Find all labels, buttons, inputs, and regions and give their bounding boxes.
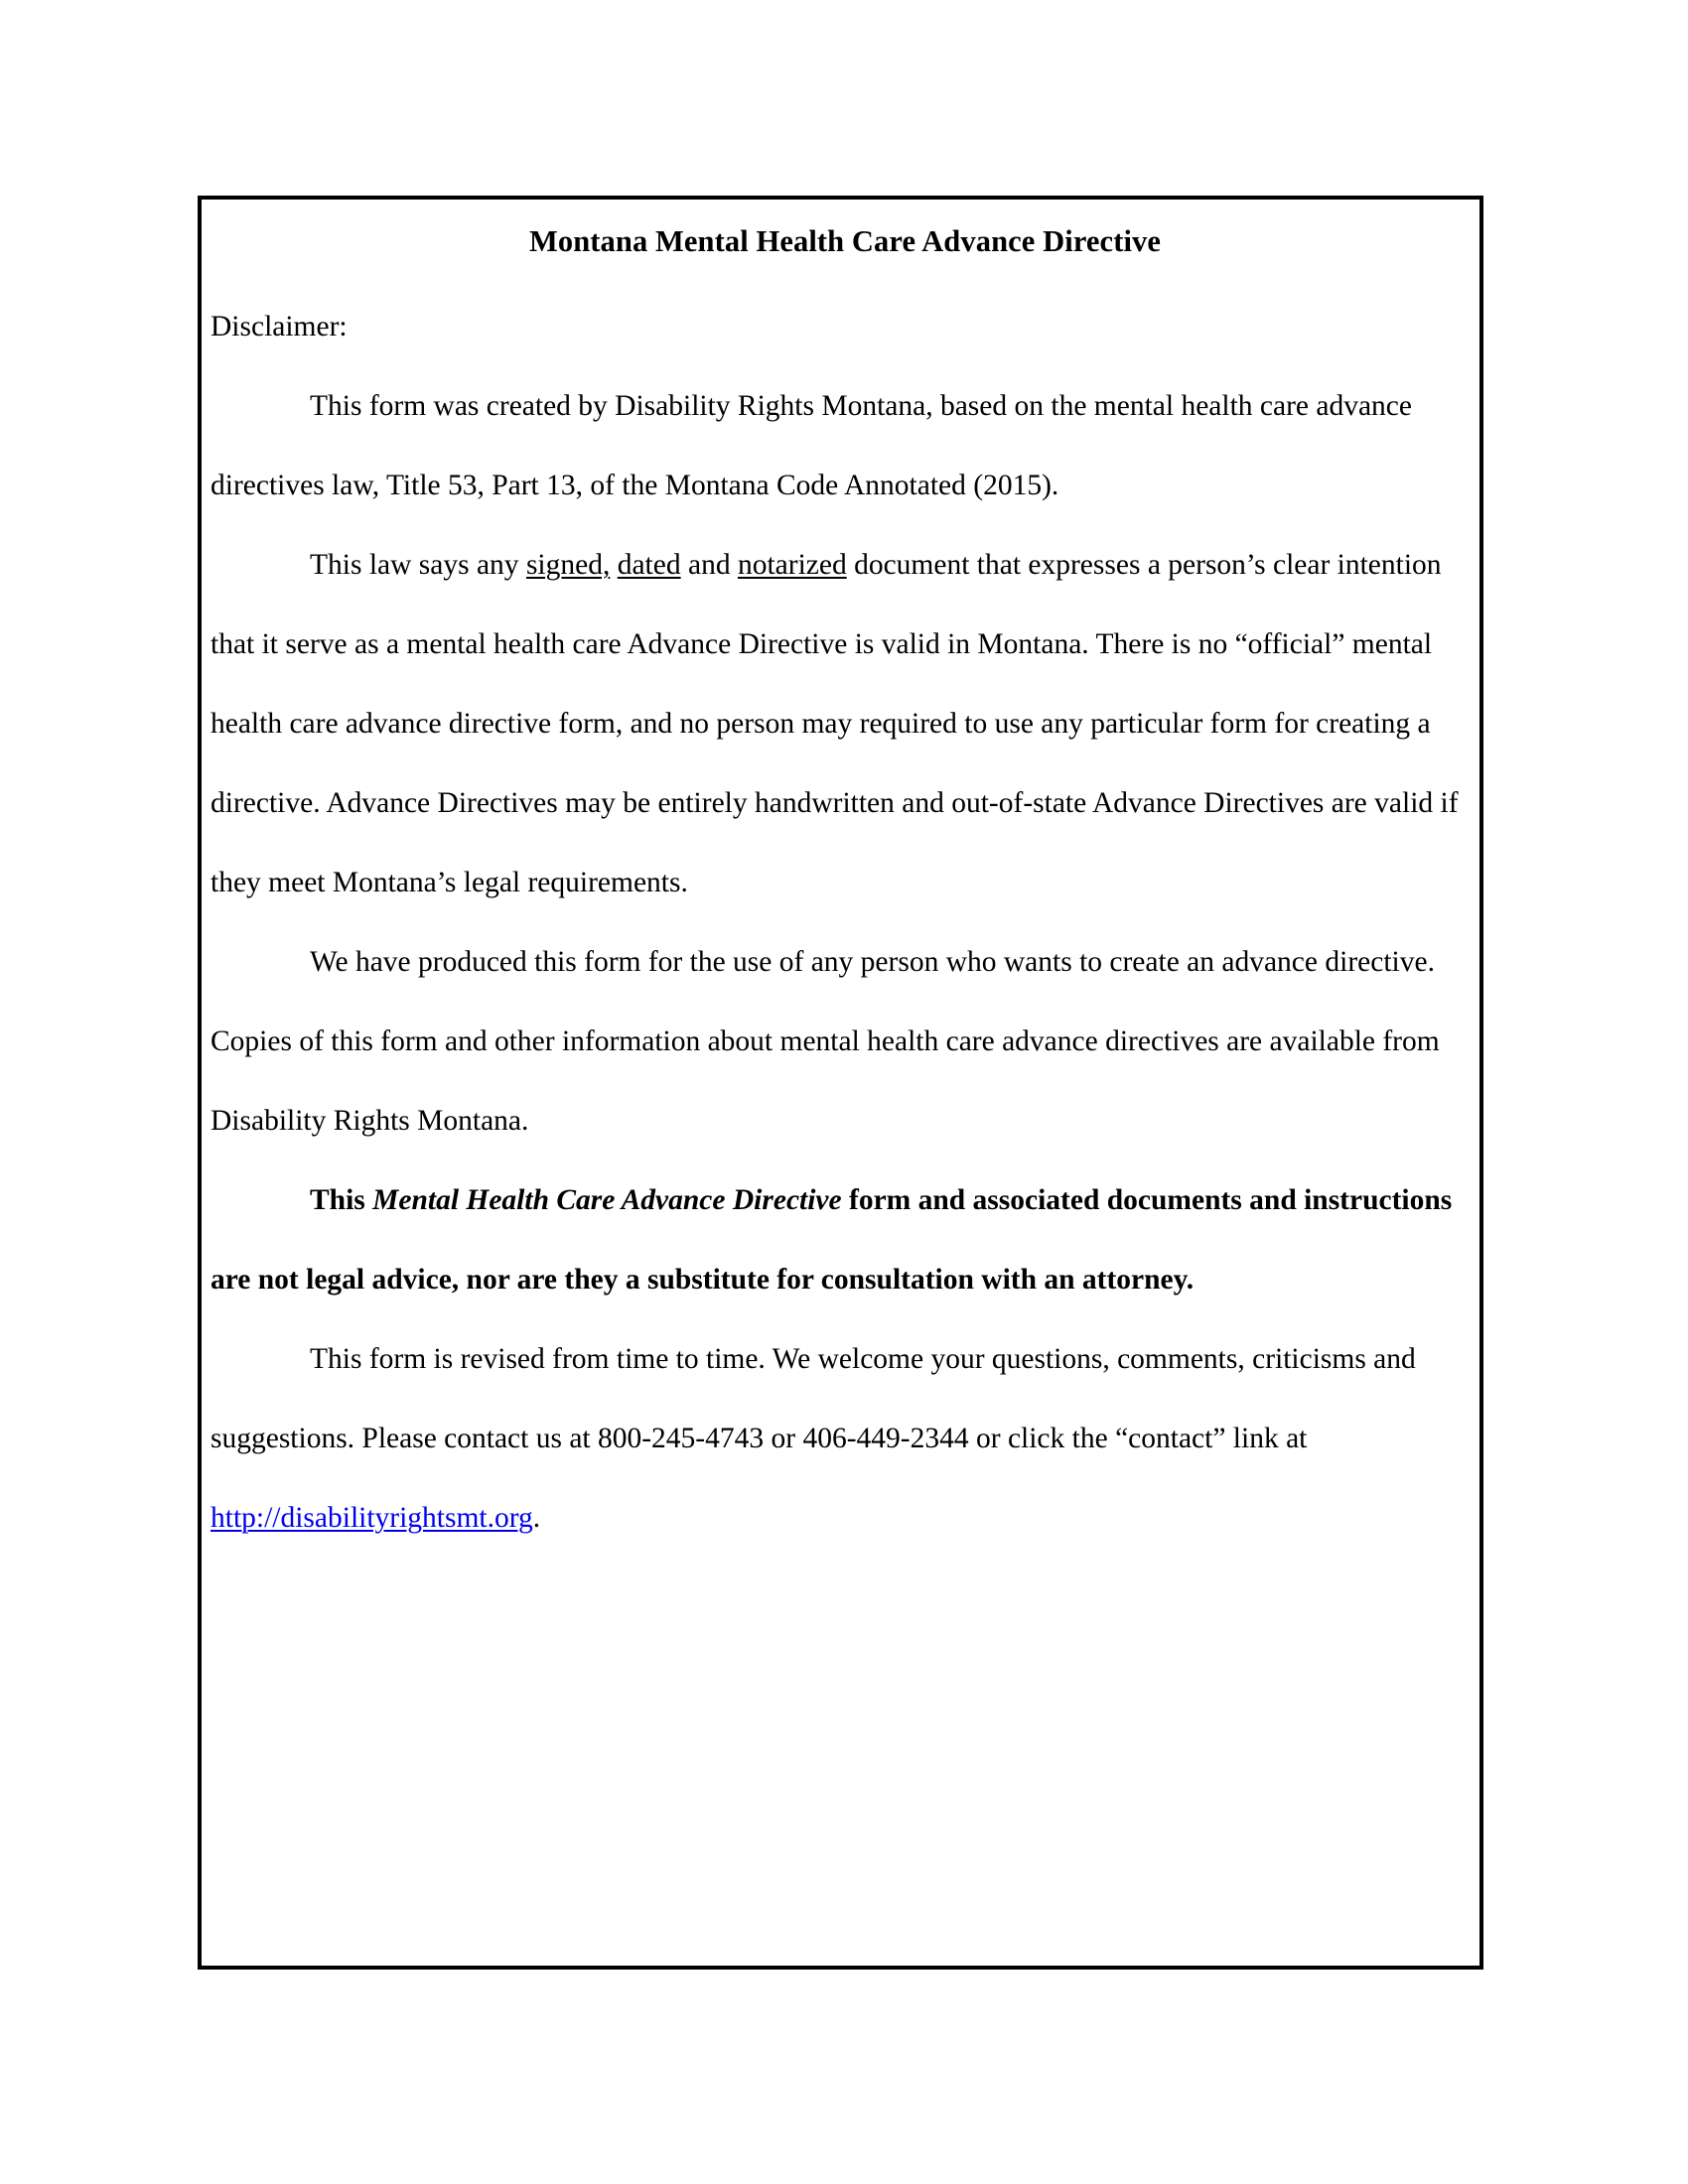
phone-number-toll-free: 800-245-4743 (597, 1423, 765, 1454)
contact-or-1: or (764, 1423, 803, 1454)
paragraph-legal-notice (211, 1160, 1479, 1319)
contact-end-period: . (532, 1502, 541, 1534)
emphasis-signed: signed, (525, 549, 611, 581)
paragraph-form-availability-text: We have produced this form for the use of any person who wants to create an advance directive. Copies of this form and other information about mental health care advance directives are available from Disability Rights Montana. (211, 946, 1440, 1137)
paragraph-form-origin (211, 366, 1479, 525)
directive-title-emphasis: Mental Health Care Advance Directive (372, 1184, 842, 1216)
paragraph-contact (211, 1319, 1479, 1558)
law-space-1 (610, 549, 617, 581)
document-content (211, 207, 1479, 1558)
legal-notice-body: form and associated documents and instructions are not legal advice, nor are they a substitute for consultation with an attorney. (211, 1184, 1453, 1296)
paragraph-form-availability (211, 922, 1479, 1160)
contact-intro-text: This form is revised from time to time. We welcome your questions, comments, criticisms and suggestions. Please contact us at (211, 1343, 1416, 1454)
disability-rights-mt-link[interactable]: http://disabilityrightsmt.org (211, 1502, 533, 1534)
document-border-frame (198, 196, 1483, 1970)
law-body-text: document that expresses a person’s clear intention that it serve as a mental health care Advance Directive is valid in Montana. There is no “official” mental health care advance directive form, and no person may required to use any particular form for creating a directive. Advance Directives may be entirely handwritten and out-of-state Advance Directives are valid if they meet Montana’s legal requirements. (211, 549, 1459, 898)
law-intro-text: This law says any (310, 549, 526, 581)
emphasis-notarized: notarized (737, 549, 847, 581)
phone-number-local: 406-449-2344 (802, 1423, 969, 1454)
law-conjunction: and (680, 549, 738, 581)
legal-notice-lead: This (310, 1184, 373, 1216)
disclaimer-label: Disclaimer: (211, 311, 348, 342)
paragraph-law-requirements (211, 525, 1479, 922)
paragraph-form-origin-text: This form was created by Disability Rights Montana, based on the mental health care advance directives law, Title 53, Part 13, of the Montana Code Annotated (2015). (211, 390, 1412, 501)
emphasis-dated: dated (617, 549, 681, 581)
contact-link-lead: or click the “contact” link at (968, 1423, 1308, 1454)
title-spacer (211, 267, 1479, 287)
page-title: Montana Mental Health Care Advance Directive (528, 224, 1162, 258)
